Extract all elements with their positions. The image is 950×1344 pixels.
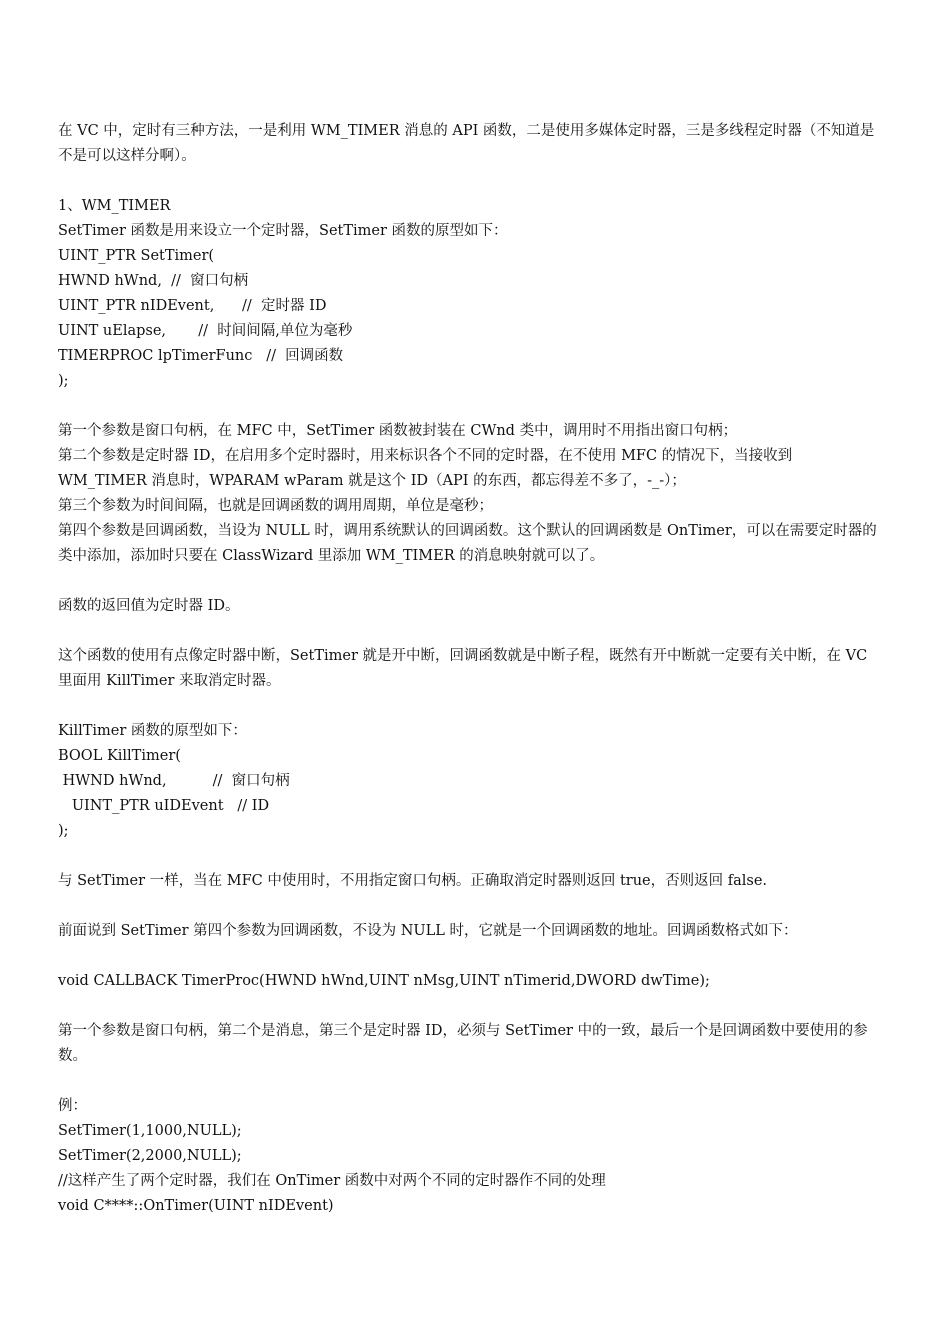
code-line: UINT_PTR nIDEvent, // 定时器 ID — [58, 298, 327, 314]
callback-params: 第一个参数是窗口句柄，第二个是消息，第三个是定时器 ID，必须与 SetTimer 中的一致，最后一个是回调函数中要使用的参数。 — [58, 1023, 868, 1064]
spacer — [58, 169, 880, 194]
settimer-intro: SetTimer 函数是用来设立一个定时器，SetTimer 函数的原型如下： — [58, 223, 508, 239]
analogy-paragraph: 这个函数的使用有点像定时器中断，SetTimer 就是开中断，回调函数就是中断子程，既然有开中断就一定要有关中断，在 VC 里面用 KillTimer 来取消定时器。 — [58, 648, 868, 689]
spacer — [58, 694, 880, 719]
spacer — [58, 569, 880, 594]
code-line: SetTimer(1,1000,NULL); — [58, 1123, 242, 1139]
spacer — [58, 994, 880, 1019]
code-line: BOOL KillTimer( — [58, 748, 181, 764]
spacer — [58, 394, 880, 419]
param-1: 第一个参数是窗口句柄，在 MFC 中，SetTimer 函数被封装在 CWnd 类中，调用时不用指出窗口句柄； — [58, 423, 738, 439]
code-line: UINT_PTR uIDEvent // ID — [58, 798, 270, 814]
return-value: 函数的返回值为定时器 ID。 — [58, 598, 240, 614]
section-heading: 1、WM_TIMER — [58, 198, 171, 214]
intro-paragraph: 在 VC 中，定时有三种方法，一是利用 WM_TIMER 消息的 API 函数，二是使用多媒体定时器，三是多线程定时器（不知道是不是可以这样分啊）。 — [58, 123, 875, 164]
code-line: ); — [58, 823, 69, 839]
code-line: UINT_PTR SetTimer( — [58, 248, 215, 264]
param-2: 第二个参数是定时器 ID，在启用多个定时器时，用来标识各个不同的定时器，在不使用 MFC 的情况下，当接收到 WM_TIMER 消息时，WPARAM wParam 就是这个 ID（API 的东西，都忘得差不多了，-_-）； — [58, 448, 793, 489]
param-4: 第四个参数是回调函数，当设为 NULL 时，调用系统默认的回调函数。这个默认的回调函数是 OnTimer，可以在需要定时器的类中添加，添加时只要在 ClassWizard 里添加 WM_TIMER 的消息映射就可以了。 — [58, 523, 877, 564]
code-line: TIMERPROC lpTimerFunc // 回调函数 — [58, 348, 344, 364]
code-line: UINT uElapse, // 时间间隔,单位为毫秒 — [58, 323, 353, 339]
callback-intro: 前面说到 SetTimer 第四个参数为回调函数，不设为 NULL 时，它就是一个回调函数的地址。回调函数格式如下： — [58, 923, 798, 939]
callback-signature: void CALLBACK TimerProc(HWND hWnd,UINT nMsg,UINT nTimerid,DWORD dwTime); — [58, 973, 710, 989]
code-line: ); — [58, 373, 69, 389]
param-3: 第三个参数为时间间隔，也就是回调函数的调用周期，单位是毫秒； — [58, 498, 493, 514]
spacer — [58, 894, 880, 919]
code-line: HWND hWnd, // 窗口句柄 — [58, 773, 290, 789]
code-line: void C****::OnTimer(UINT nIDEvent) — [58, 1198, 334, 1214]
kill-note: 与 SetTimer 一样，当在 MFC 中使用时，不用指定窗口句柄。正确取消定时器则返回 true，否则返回 false. — [58, 873, 768, 889]
example-label: 例： — [58, 1098, 87, 1114]
killtimer-intro: KillTimer 函数的原型如下： — [58, 723, 247, 739]
code-line: //这样产生了两个定时器，我们在 OnTimer 函数中对两个不同的定时器作不同的处理 — [58, 1173, 606, 1189]
spacer — [58, 1069, 880, 1094]
spacer — [58, 844, 880, 869]
code-line: SetTimer(2,2000,NULL); — [58, 1148, 242, 1164]
code-line: HWND hWnd, // 窗口句柄 — [58, 273, 249, 289]
document-page — [58, 119, 880, 1219]
spacer — [58, 619, 880, 644]
spacer — [58, 944, 880, 969]
